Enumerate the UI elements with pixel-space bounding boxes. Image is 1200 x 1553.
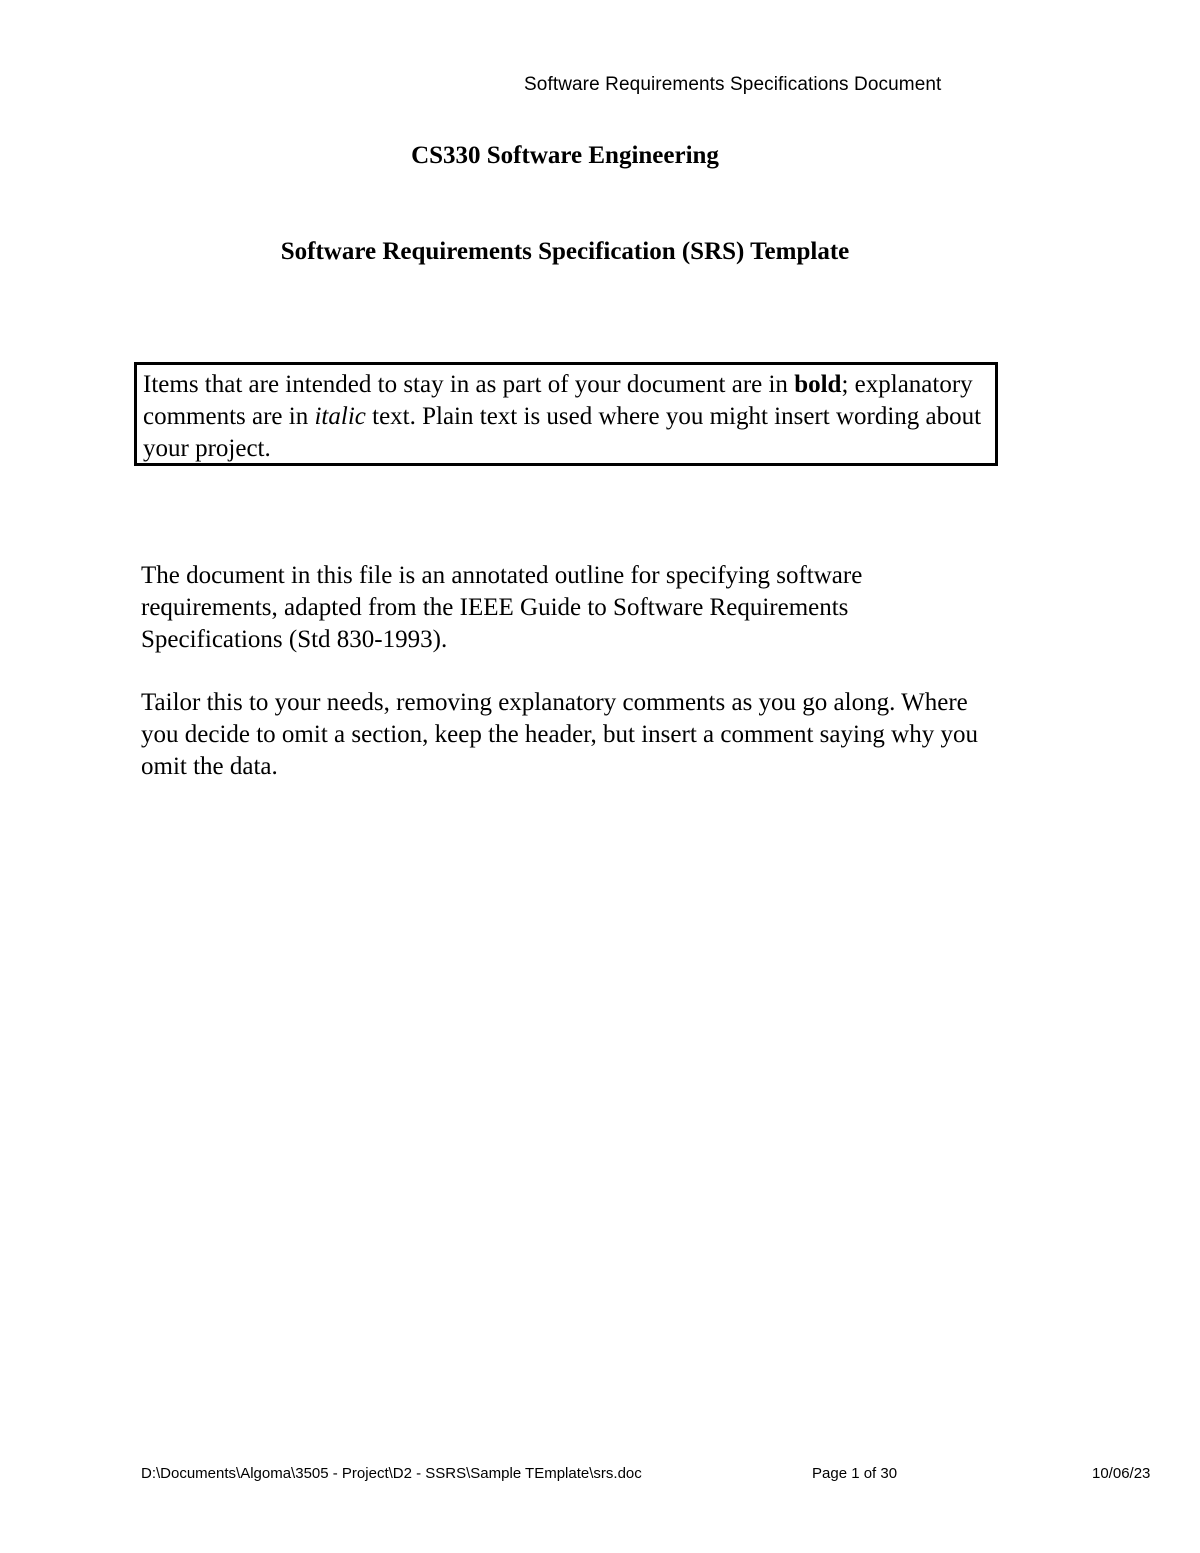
document-title: Software Requirements Specification (SRS) Template — [280, 238, 850, 265]
legend-box — [134, 362, 998, 466]
legend-italic-word: italic — [314, 403, 366, 430]
running-header: Software Requirements Specifications Document — [524, 74, 942, 95]
footer-page-number: Page 1 of 30 — [812, 1465, 898, 1482]
footer-file-path: D:\Documents\Algoma\3505 - Project\D2 - SSRS\Sample TEmplate\srs.doc — [141, 1465, 642, 1482]
legend-text-2: ; explanatory comments are in — [143, 371, 973, 430]
legend-text-3: text. Plain text is used where you might insert wording about your project. — [143, 403, 982, 462]
legend-bold-word: bold — [794, 371, 842, 398]
intro-paragraph: The document in this file is an annotated outline for specifying software requirements, adapted from the IEEE Guide to Software Requirements Specifications (Std 830-1993). — [141, 562, 863, 653]
tailor-paragraph: Tailor this to your needs, removing explanatory comments as you go along. Where you decide to omit a section, keep the header, but insert a comment saying why you omit the data. — [141, 689, 978, 780]
footer-date: 10/06/23 — [1092, 1465, 1151, 1482]
course-title: CS330 Software Engineering — [411, 142, 719, 169]
legend-text-1: Items that are intended to stay in as part of your document are in — [143, 371, 795, 398]
